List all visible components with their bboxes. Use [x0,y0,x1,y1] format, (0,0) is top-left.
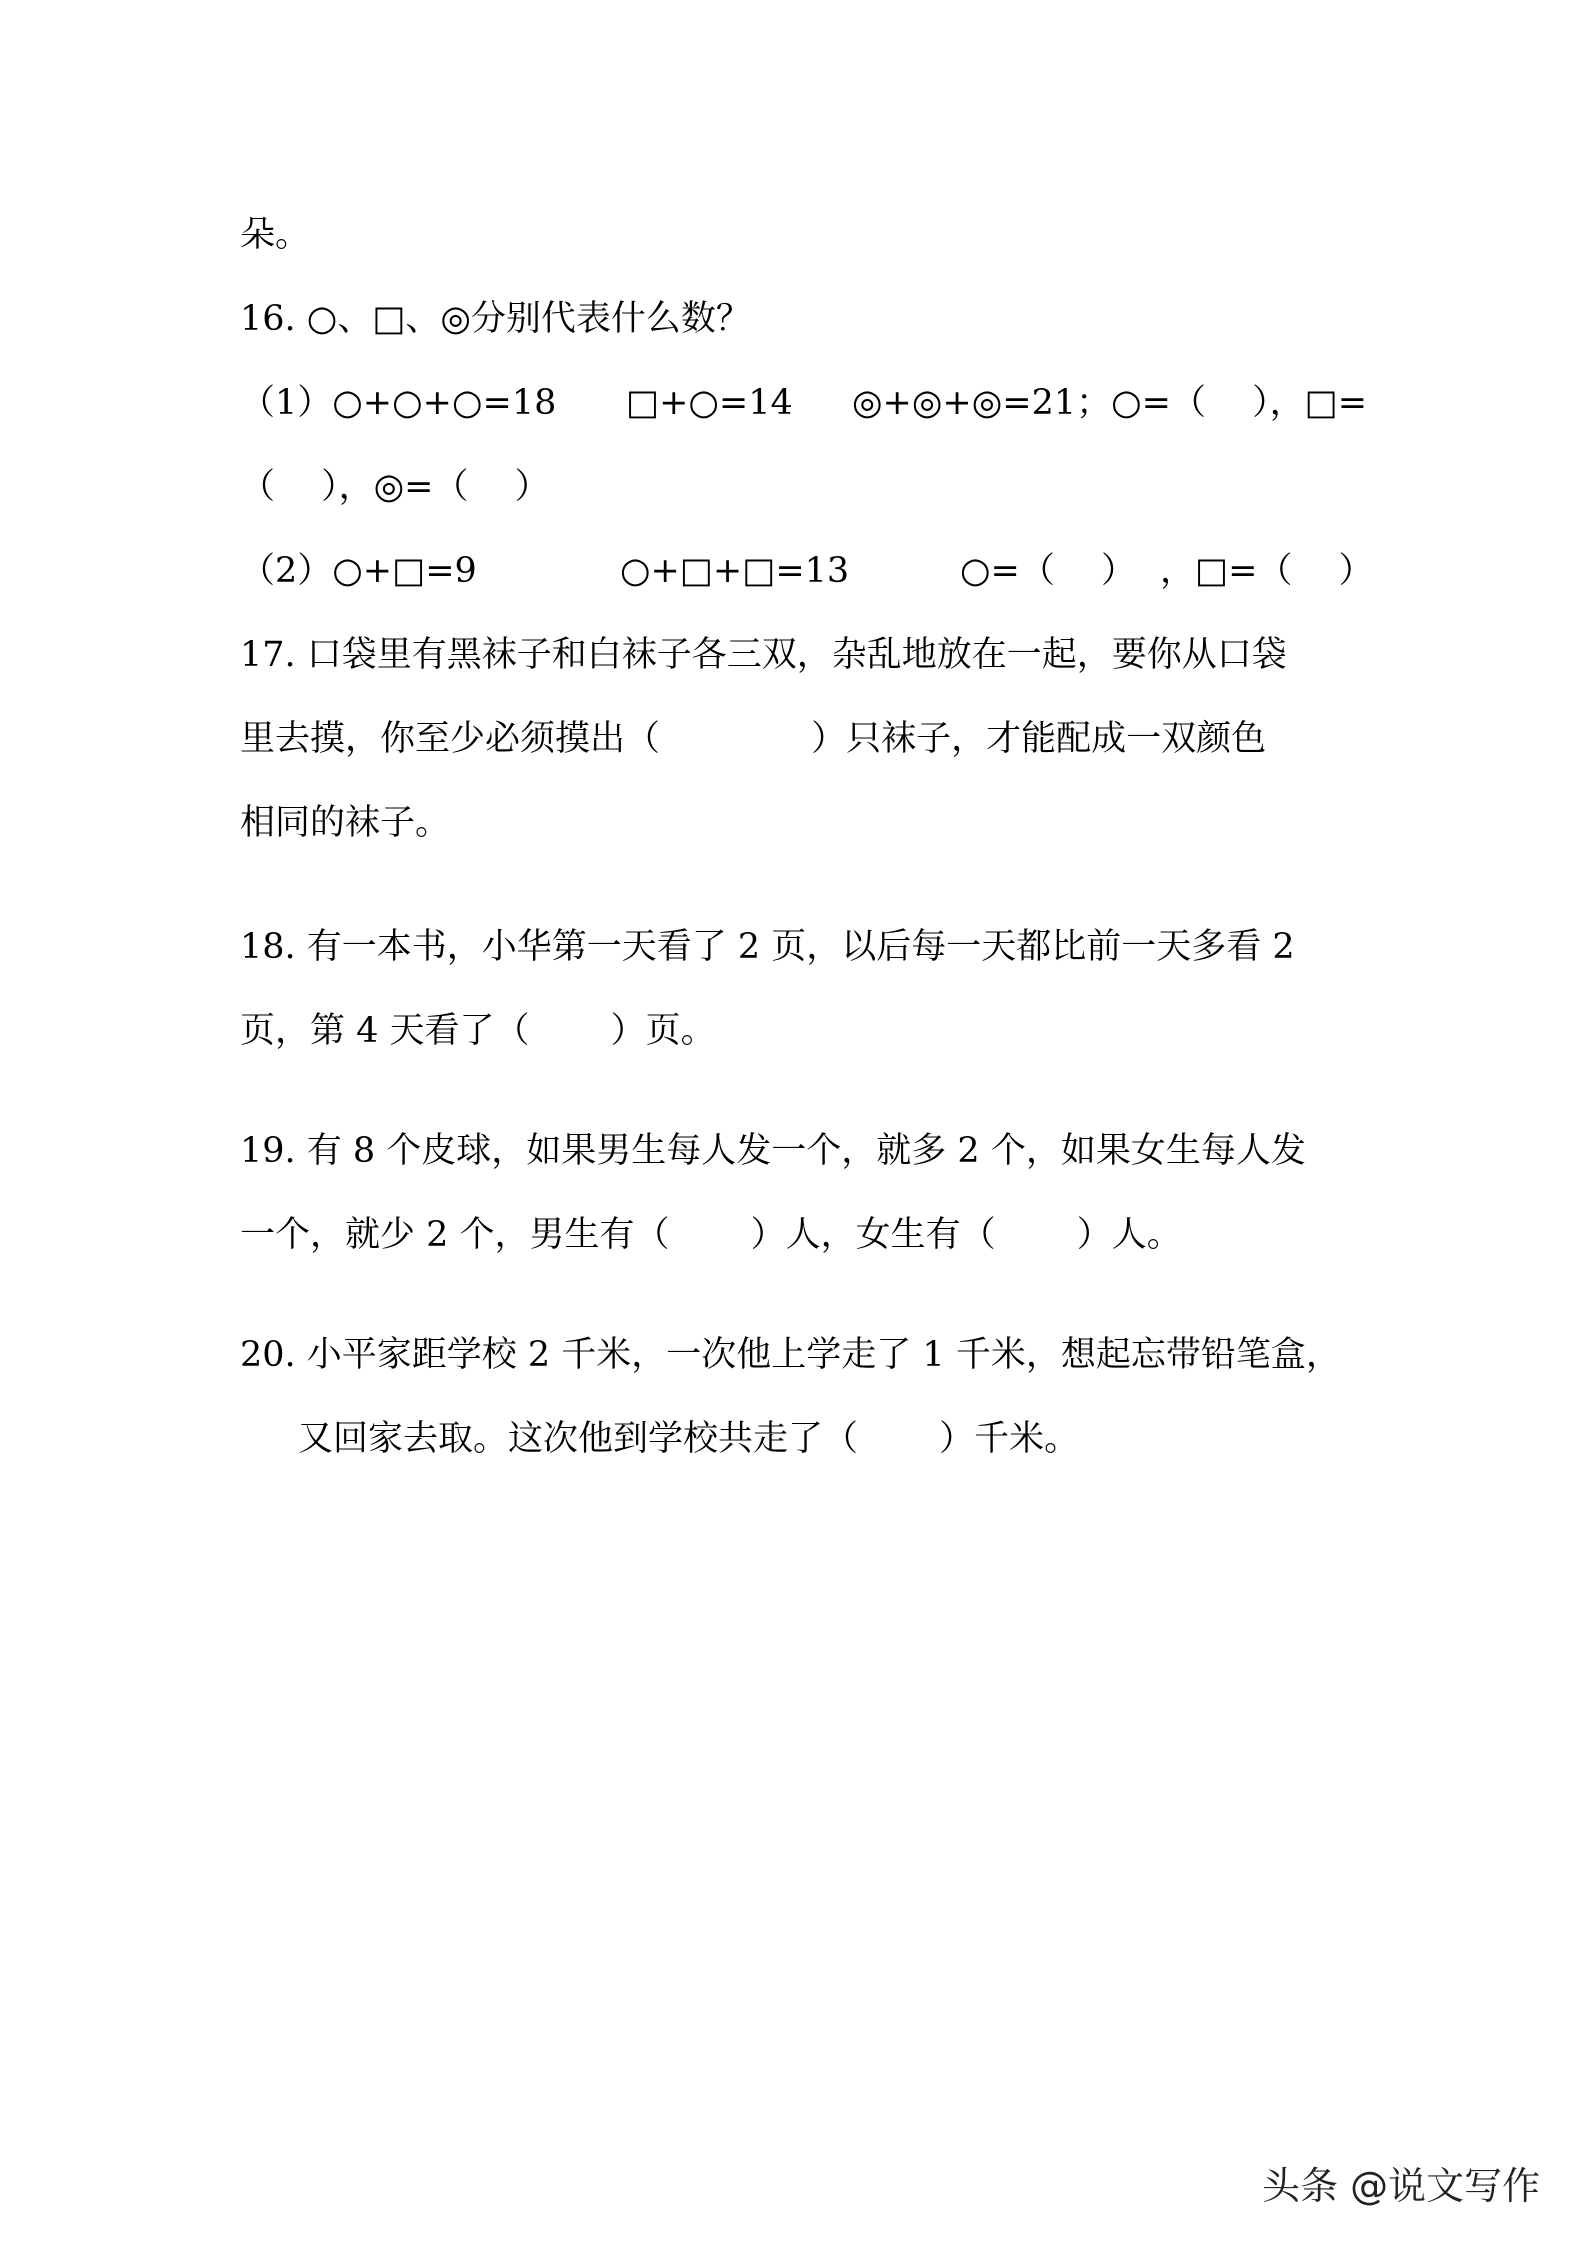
q20-line2: 又回家去取。这次他到学校共走了（ ）千米。 [298,1419,1080,1459]
q17-line3: 相同的袜子。 [240,803,451,843]
q16-part2-eq2: ○+□+□=13 [620,551,850,591]
q19-line1: 19. 有 8 个皮球，如果男生每人发一个，就多 2 个，如果女生每人发 [240,1131,1306,1171]
q17-line2: 里去摸，你至少必须摸出（ ）只袜子，才能配成一双颜色 [240,719,1267,759]
carryover-text: 朵。 [240,215,311,255]
q16-part1-eq3: ◎+◎+◎=21；○=（ ），□= [852,383,1368,423]
q16-part1-eq2: □+○=14 [626,383,793,423]
q18-line2: 页，第 4 天看了（ ）页。 [240,1011,716,1051]
q17-line1: 17. 口袋里有黑袜子和白袜子各三双，杂乱地放在一起，要你从口袋 [240,635,1287,675]
q16-part2-equations [240,549,1374,593]
q20-line1: 20. 小平家距学校 2 千米，一次他上学走了 1 千米，想起忘带铅笔盒， [240,1335,1341,1375]
q16-stem: 16. ○、□、◎分别代表什么数？ [240,299,751,339]
q16-part2-answer-square: ，□=（ ） [1160,551,1374,591]
q19-line2: 一个，就少 2 个，男生有（ ）人，女生有（ ）人。 [240,1215,1182,1255]
q16-part1-equations [240,381,1368,425]
q16-part1-eq1: （1）○+○+○=18 [240,383,557,423]
q16-part1-answers: （ ），◎=（ ） [240,467,550,507]
q18-line1: 18. 有一本书，小华第一天看了 2 页，以后每一天都比前一天多看 2 [240,927,1295,967]
q16-part2-answer-circle: ○=（ ） [960,551,1136,591]
watermark: 头条 @说文写作 [1262,2164,1541,2208]
q16-part2-eq1: （2）○+□=9 [240,551,477,591]
